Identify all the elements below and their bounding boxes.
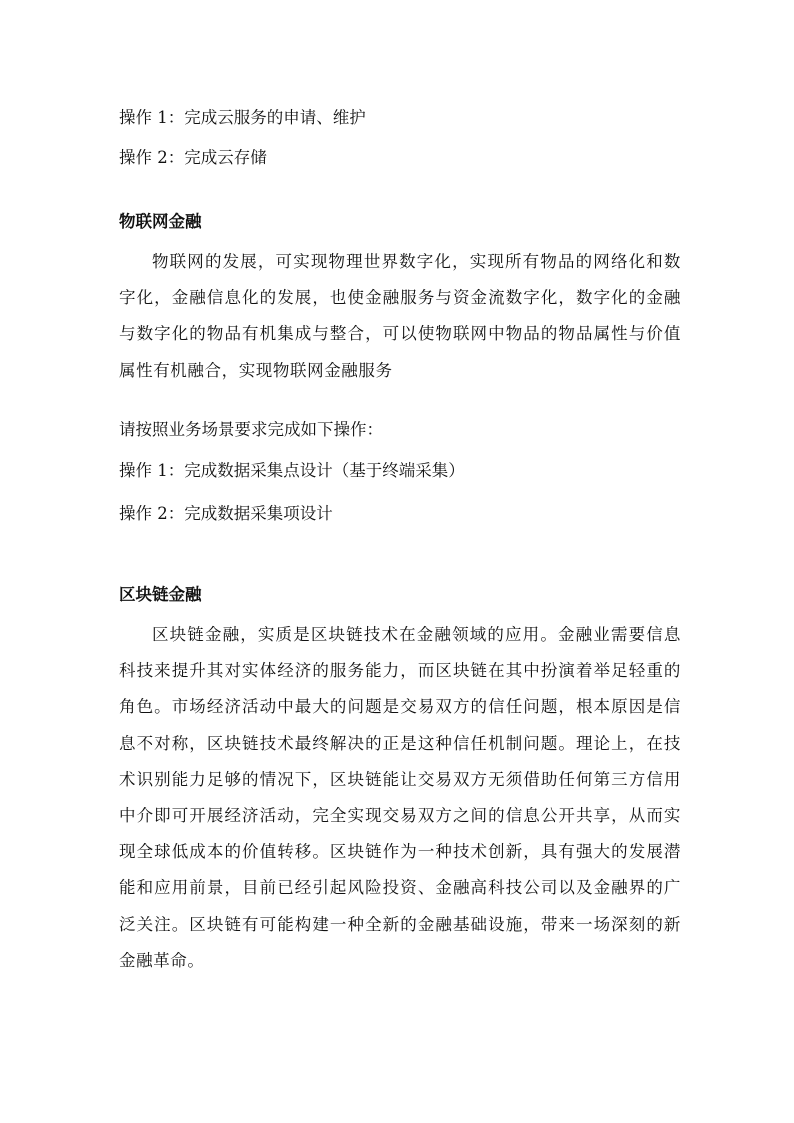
cloud-operation-2: 操作 2：完成云存储	[119, 148, 267, 167]
iot-instruction: 请按照业务场景要求完成如下操作：	[119, 420, 383, 439]
blockchain-finance-heading: 区块链金融	[119, 585, 202, 604]
cloud-operation-1: 操作 1：完成云服务的申请、维护	[119, 108, 366, 127]
iot-operation-2: 操作 2：完成数据采集项设计	[119, 504, 333, 523]
iot-operation-1: 操作 1：完成数据采集点设计（基于终端采集）	[119, 461, 465, 480]
iot-finance-paragraph: 物联网的发展，可实现物理世界数字化，实现所有物品的网络化和数字化，金融信息化的发展，也使金融服务与资金流数字化，数字化的金融与数字化的物品有机集成与整合，可以使物联网中物品的物品属性与价值属性有机融合，实现物联网金融服务	[119, 252, 681, 380]
iot-finance-heading: 物联网金融	[119, 212, 202, 231]
blockchain-finance-paragraph: 区块链金融，实质是区块链技术在金融领域的应用。金融业需要信息科技来提升其对实体经济的服务能力，而区块链在其中扮演着举足轻重的角色。市场经济活动中最大的问题是交易双方的信任问题，根本原因是信息不对称，区块链技术最终解决的正是这种信任机制问题。理论上，在技术识别能力足够的情况下，区块链能让交易双方无须借助任何第三方信用中介即可开展经济活动，完全实现交易双方之间的信息公开共享，从而实现全球低成本的价值转移。区块链作为一种技术创新，具有强大的发展潜能和应用前景，目前已经引起风险投资、金融高科技公司以及金融界的广泛关注。区块链有可能构建一种全新的金融基础设施，带来一场深刻的新金融革命。	[119, 625, 681, 970]
